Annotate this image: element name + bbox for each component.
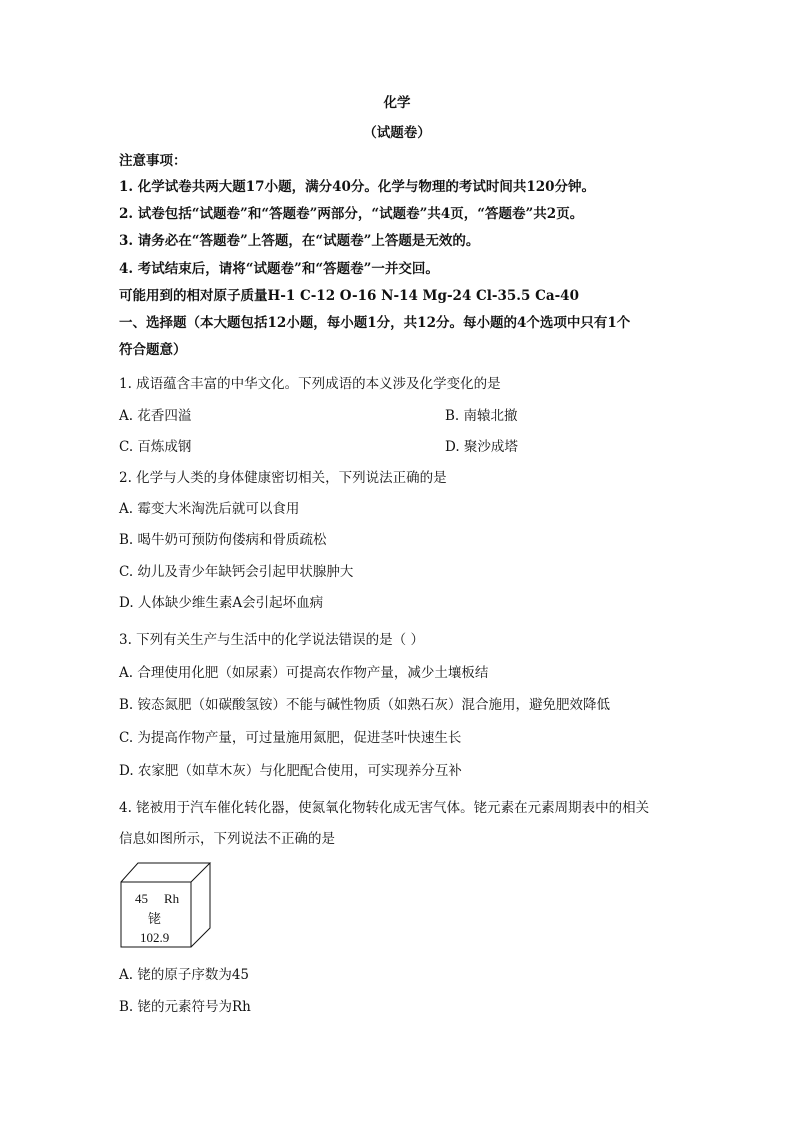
question-3-stem: 3. 下列有关生产与生活中的化学说法错误的是（ ） (119, 632, 424, 648)
question-4-option-b: B. 铑的元素符号为Rh (119, 999, 251, 1015)
question-4-stem-cont: 信息如图所示，下列说法不正确的是 (119, 831, 335, 847)
element-name: 铑 (148, 912, 162, 927)
atomic-masses: 可能用到的相对原子质量H-1 C-12 O-16 N-14 Mg-24 Cl-35.5 Ca-40 (119, 288, 579, 304)
question-1-option-a: A. 花香四溢 (119, 408, 192, 424)
element-atomic-number: 45 (135, 891, 148, 906)
section-heading-cont: 符合题意） (119, 342, 187, 358)
section-heading: 一、选择题（本大题包括12小题，每小题1分，共12分。每小题的4个选项中只有1个 (119, 315, 631, 331)
question-3-option-c: C. 为提高作物产量，可过量施用氮肥，促进茎叶快速生长 (119, 730, 462, 746)
question-4-stem: 4. 铑被用于汽车催化转化器，使氮氧化物转化成无害气体。铑元素在元素周期表中的相关 (119, 800, 650, 816)
element-symbol: Rh (164, 891, 180, 906)
page-title: 化学 (383, 95, 411, 111)
question-3-option-b: B. 铵态氮肥（如碳酸氢铵）不能与碱性物质（如熟石灰）混合施用，避免肥效降低 (119, 697, 611, 713)
question-1-option-d: D. 聚沙成塔 (445, 439, 518, 455)
question-2-option-b: B. 喝牛奶可预防佝偻病和骨质疏松 (119, 532, 327, 548)
note-item-1: 1. 化学试卷共两大题17小题，满分40分。化学与物理的考试时间共120分钟。 (119, 179, 596, 195)
note-item-2: 2. 试卷包括“试题卷”和“答题卷”两部分，“试题卷”共4页，“答题卷”共2页。 (119, 206, 584, 222)
page-subtitle: （试题卷） (363, 125, 431, 141)
note-item-4: 4. 考试结束后，请将“试题卷”和“答题卷”一并交回。 (119, 261, 439, 277)
question-1-stem: 1. 成语蕴含丰富的中华文化。下列成语的本义涉及化学变化的是 (119, 376, 501, 392)
question-1-option-c: C. 百炼成钢 (119, 439, 192, 455)
question-2-option-a: A. 霉变大米淘洗后就可以食用 (119, 501, 300, 517)
question-4-option-a: A. 铑的原子序数为45 (119, 967, 250, 983)
question-3-option-a: A. 合理使用化肥（如尿素）可提高农作物产量，减少土壤板结 (119, 665, 489, 681)
notes-heading: 注意事项： (119, 153, 187, 169)
element-card-figure (120, 862, 212, 948)
element-atomic-mass: 102.9 (140, 930, 170, 945)
question-2-option-d: D. 人体缺少维生素A会引起坏血病 (119, 595, 324, 611)
note-item-3: 3. 请务必在“答题卷”上答题，在“试题卷”上答题是无效的。 (119, 233, 480, 249)
question-3-option-d: D. 农家肥（如草木灰）与化肥配合使用，可实现养分互补 (119, 763, 462, 779)
question-2-stem: 2. 化学与人类的身体健康密切相关，下列说法正确的是 (119, 470, 447, 486)
question-1-option-b: B. 南辕北撤 (445, 408, 518, 424)
question-2-option-c: C. 幼儿及青少年缺钙会引起甲状腺肿大 (119, 564, 354, 580)
